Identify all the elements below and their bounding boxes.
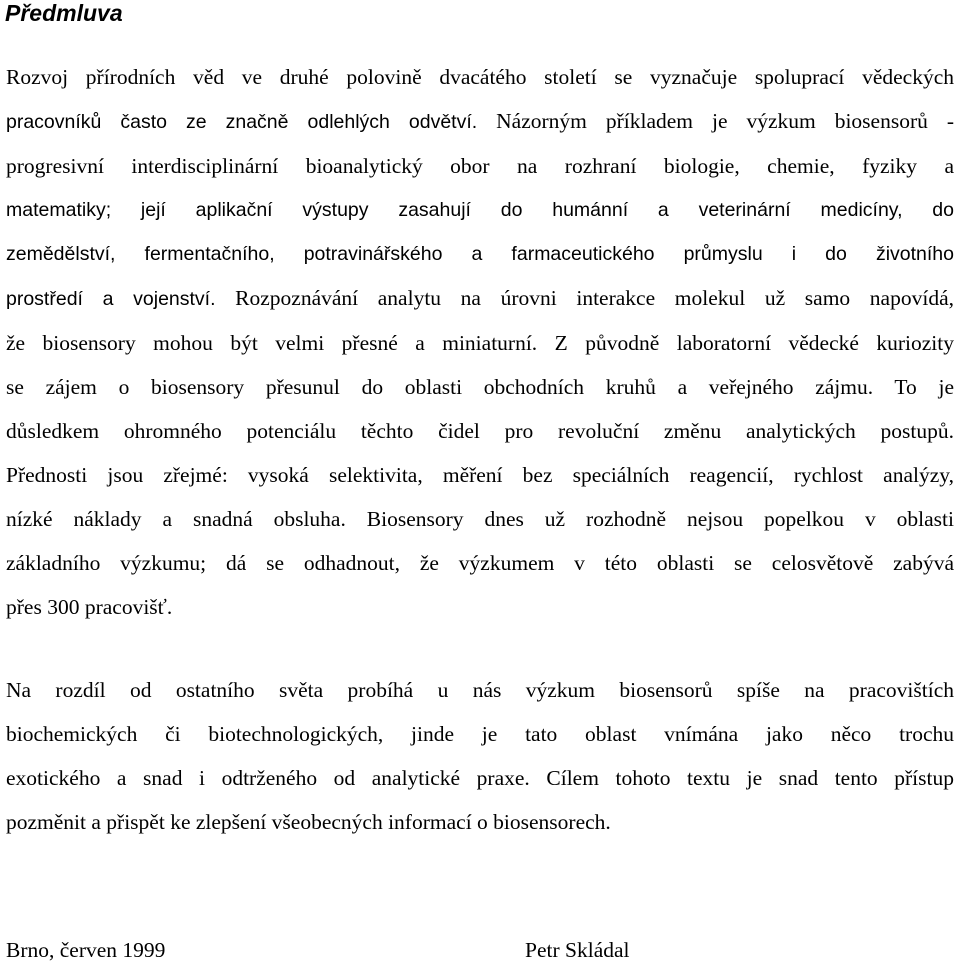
text-line: pozměnit a přispět ke zlepšení všeobecných informací o biosensorech.	[6, 810, 611, 834]
place-and-date: Brno, červen 1999	[6, 938, 166, 962]
text-line: progresivní interdisciplinární bioanalytický obor na rozhraní biologie, chemie, fyziky a	[6, 154, 954, 178]
text-line: základního výzkumu; dá se odhadnout, že výzkumem v této oblasti se celosvětově zabývá	[6, 551, 954, 575]
text-line: se zájem o biosensory přesunul do oblasti obchodních kruhů a veřejného zájmu. To je	[6, 375, 954, 399]
text-run: že biosensory mohou být velmi přesné a miniaturní.	[6, 331, 538, 355]
text-line	[6, 276, 954, 321]
text-run: pracovníků často ze značně odlehlých odvětví.	[6, 111, 478, 133]
text-run: Z původně laboratorní vědecké kuriozity	[537, 331, 954, 355]
text-line	[6, 321, 954, 365]
text-line: matematiky; její aplikační výstupy zasahují do humánní a veterinární medicíny, do	[6, 199, 954, 221]
text-line: Přednosti jsou zřejmé: vysoká selektivita, měření bez speciálních reagencií, rychlost analýzy,	[6, 463, 954, 487]
text-line: exotického a snad i odtrženého od analytické praxe. Cílem tohoto textu je snad tento přístup	[6, 766, 954, 790]
text-line: Na rozdíl od ostatního světa probíhá u nás výzkum biosensorů spíše na pracovištích	[6, 678, 954, 702]
text-run: Rozpoznávání analytu na úrovni interakce molekul už samo napovídá,	[215, 286, 954, 310]
text-line: Rozvoj přírodních věd ve druhé polovině dvacátého století se vyznačuje spoluprací vědeckých	[6, 65, 954, 89]
text-line	[6, 99, 954, 144]
author-signature: Petr Skládal	[525, 938, 630, 962]
text-run: prostředí a vojenství.	[6, 288, 216, 310]
text-line: přes 300 pracovišť.	[6, 595, 173, 619]
paragraph-2	[6, 668, 954, 844]
text-run: Názorným příkladem je výzkum biosensorů -	[477, 109, 954, 133]
text-line: nízké náklady a snadná obsluha. Biosensory dnes už rozhodně nejsou popelkou v oblasti	[6, 507, 954, 531]
text-line: zemědělství, fermentačního, potravinářského a farmaceutického průmyslu i do životního	[6, 243, 954, 265]
page-heading: Předmluva	[5, 0, 123, 26]
text-line: biochemických či biotechnologických, jinde je tato oblast vnímána jako něco trochu	[6, 722, 954, 746]
paragraph-1	[6, 55, 954, 629]
text-line: důsledkem ohromného potenciálu těchto čidel pro revoluční změnu analytických postupů.	[6, 419, 954, 443]
